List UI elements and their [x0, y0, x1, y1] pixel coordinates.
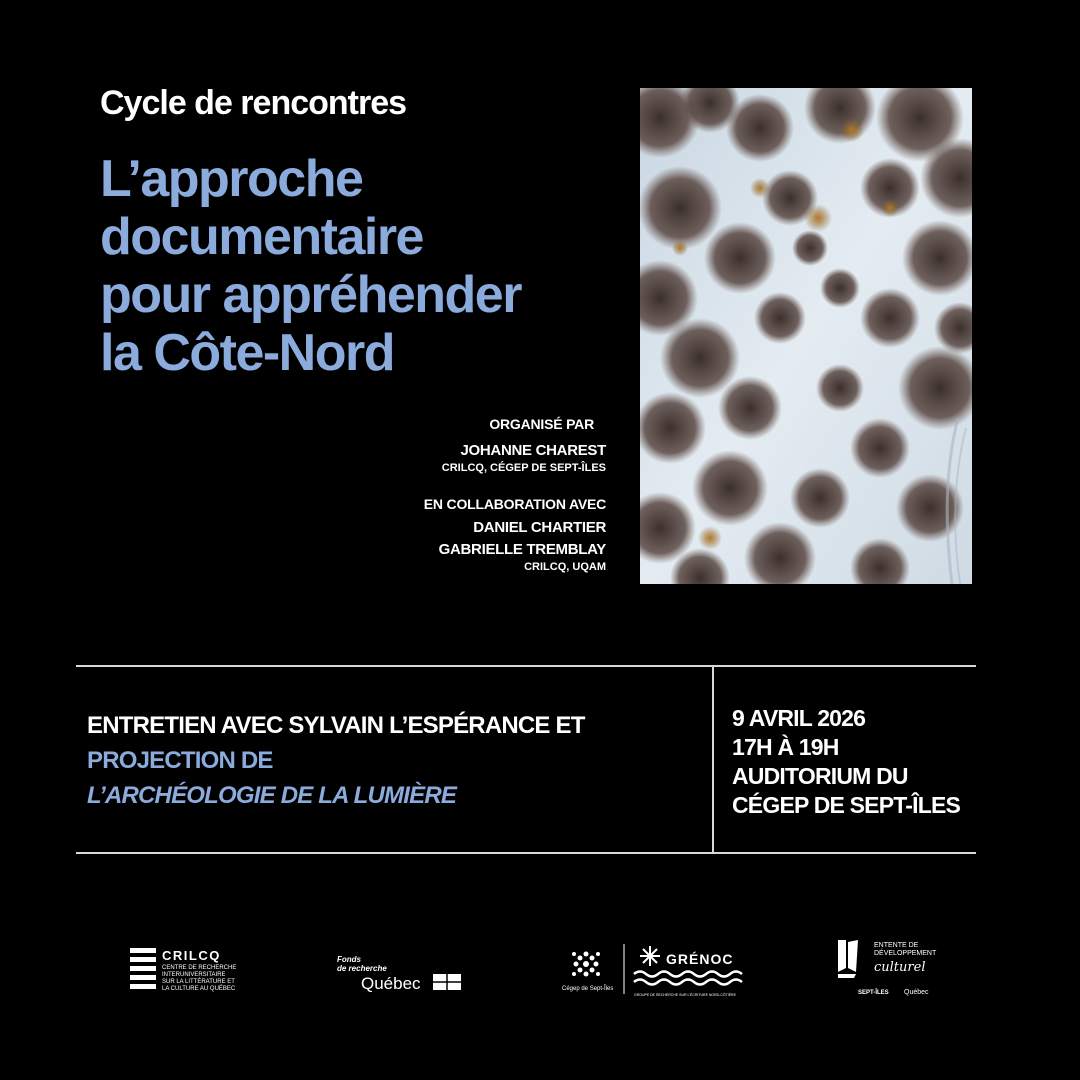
credits-block [286, 416, 606, 573]
collaborators-affiliation: CRILCQ, UQAM [524, 561, 606, 573]
event-title [100, 150, 640, 382]
entente-developpement-culturel-logo [836, 938, 946, 1000]
svg-text:Fonds: Fonds [337, 955, 361, 964]
divider-vertical [712, 666, 714, 854]
aerial-forest-illustration [640, 88, 972, 584]
collaborator-name: DANIEL CHARTIER [473, 519, 606, 536]
event-place-line: AUDITORIUM DU [732, 763, 908, 789]
event-projection-label: PROJECTION DE [87, 747, 273, 774]
svg-text:culturel: culturel [874, 960, 926, 975]
svg-text:SUR LA LITTÉRATURE ET: SUR LA LITTÉRATURE ET [162, 979, 235, 985]
event-details [732, 704, 960, 820]
event-date: 9 AVRIL 2026 [732, 705, 866, 731]
title-line: la Côte-Nord [100, 324, 394, 382]
collaborator-name: GABRIELLE TREMBLAY [438, 541, 606, 558]
title-line: L’approche [100, 150, 363, 208]
svg-text:GROUPE DE RECHERCHE SUR L’ÉCRI: GROUPE DE RECHERCHE SUR L’ÉCRITURE NORD-CÔTIÈRE [634, 993, 736, 997]
svg-text:Québec: Québec [361, 974, 421, 993]
event-line: ENTRETIEN AVEC SYLVAIN L’ESPÉRANCE ET [87, 712, 585, 739]
organizer-affiliation: CRILCQ, CÉGEP DE SEPT-ÎLES [441, 462, 606, 474]
svg-text:Cégep de Sept-Îles: Cégep de Sept-Îles [562, 986, 614, 992]
divider-top [76, 665, 976, 667]
event-description [87, 708, 585, 813]
snowflake-icon [640, 946, 660, 966]
divider-bottom [76, 852, 976, 854]
event-time: 17H À 19H [732, 734, 839, 760]
crilcq-name: CRILCQ [162, 948, 221, 963]
svg-text:SEPT-ÎLES: SEPT-ÎLES [858, 990, 889, 996]
svg-text:Québec: Québec [904, 989, 929, 996]
event-place-line: CÉGEP DE SEPT-ÎLES [732, 792, 961, 818]
snowflake-icon [572, 952, 600, 977]
crilcq-logo [130, 948, 250, 996]
svg-text:LA CULTURE AU QUÉBEC: LA CULTURE AU QUÉBEC [162, 986, 236, 992]
frq-logo [335, 954, 465, 994]
title-line: pour appréhender [100, 266, 521, 324]
svg-text:de recherche: de recherche [337, 964, 387, 973]
svg-text:GRÉNOC: GRÉNOC [666, 951, 734, 967]
collaboration-label: EN COLLABORATION AVEC [423, 496, 606, 512]
svg-text:INTERUNIVERSITAIRE: INTERUNIVERSITAIRE [162, 972, 226, 978]
title-line: documentaire [100, 208, 423, 266]
organized-by-label: ORGANISÉ PAR [489, 416, 594, 432]
aerial-forest-photo [640, 88, 972, 584]
film-title: L’ARCHÉOLOGIE DE LA LUMIÈRE [87, 782, 457, 809]
series-label: Cycle de rencontres [100, 84, 407, 122]
svg-text:DÉVELOPPEMENT: DÉVELOPPEMENT [874, 950, 937, 957]
svg-text:ENTENTE DE: ENTENTE DE [874, 942, 919, 949]
svg-text:CENTRE DE RECHERCHE: CENTRE DE RECHERCHE [162, 965, 237, 971]
organizer-name: JOHANNE CHAREST [460, 442, 606, 459]
cegep-sept-iles-logo [560, 944, 626, 994]
grenoc-logo [632, 940, 750, 1000]
